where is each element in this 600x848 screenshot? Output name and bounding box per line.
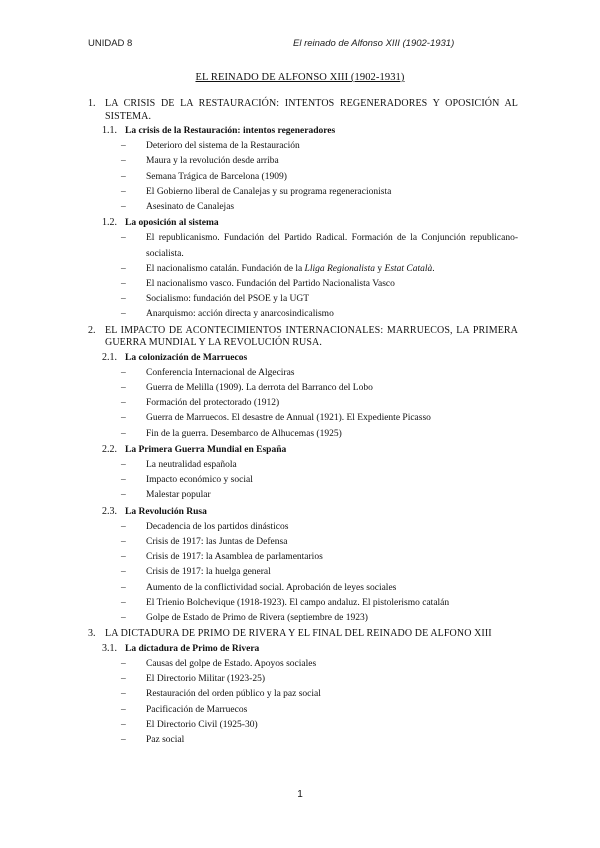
list-item xyxy=(88,581,518,596)
dash-bullet: – xyxy=(121,567,126,578)
list-item xyxy=(88,154,518,169)
subsection-title: La crisis de la Restauración: intentos regeneradores xyxy=(125,126,336,136)
list-item xyxy=(88,596,518,611)
list-item-text: Paz social xyxy=(146,735,185,746)
subsection-number: 2.1. xyxy=(102,351,117,363)
list-item xyxy=(88,411,518,426)
list-item-text: Crisis de 1917: las Juntas de Defensa xyxy=(146,537,288,548)
dash-bullet: – xyxy=(121,413,126,424)
subsection-number: 3.1. xyxy=(102,642,117,654)
list-item-text: Fin de la guerra. Desembarco de Alhucemas (1925) xyxy=(146,428,342,439)
dash-bullet: – xyxy=(121,704,126,715)
header-subtitle: El reinado de Alfonso XIII (1902-1931) xyxy=(293,38,455,49)
list-item xyxy=(88,657,518,672)
dash-bullet: – xyxy=(121,597,126,608)
dash-bullet: – xyxy=(121,719,126,730)
subsection-title: La dictadura de Primo de Rivera xyxy=(125,643,260,654)
list-item-text: Decadencia de los partidos dinásticos xyxy=(146,521,289,532)
section-title: LA DICTADURA DE PRIMO DE RIVERA Y EL FINAL DEL REINADO DE ALFONO XIII xyxy=(105,628,492,640)
list-item-text: Semana Trágica de Barcelona (1909) xyxy=(146,171,287,182)
dash-bullet: – xyxy=(121,186,126,197)
list-item xyxy=(88,292,518,307)
list-item-text: El Trienio Bolchevique (1918-1923). El campo andaluz. El pistolerismo catalán xyxy=(146,597,450,608)
dash-bullet: – xyxy=(121,294,126,305)
dash-bullet: – xyxy=(121,141,126,152)
list-item-text: Asesinato de Canalejas xyxy=(146,202,235,213)
list-item xyxy=(88,672,518,687)
list-item-text: Socialismo: fundación del PSOE y la UGT xyxy=(146,294,310,305)
subsection-heading xyxy=(88,350,518,366)
list-item-text: El Directorio Militar (1923-25) xyxy=(146,674,265,685)
subsection-heading xyxy=(88,215,518,231)
list-item-text: Causas del golpe de Estado. Apoyos sociales xyxy=(146,659,317,669)
dash-bullet: – xyxy=(121,475,126,486)
dash-bullet: – xyxy=(121,428,126,439)
dash-bullet: – xyxy=(121,659,126,669)
dash-bullet: – xyxy=(121,582,126,593)
list-item xyxy=(88,381,518,396)
list-item xyxy=(88,550,518,565)
list-item-text: Pacificación de Marruecos xyxy=(146,704,248,715)
section-heading xyxy=(88,325,518,350)
list-item xyxy=(88,139,518,154)
list-item-text: Malestar popular xyxy=(146,490,211,501)
header-unit: UNIDAD 8 xyxy=(88,38,133,49)
subsection-number: 2.3. xyxy=(102,505,117,517)
list-item xyxy=(88,458,518,473)
subsection-number: 1.1. xyxy=(102,125,117,136)
subsection-title: La Primera Guerra Mundial en España xyxy=(125,444,287,455)
dash-bullet: – xyxy=(121,398,126,409)
list-item xyxy=(88,277,518,292)
dash-bullet: – xyxy=(121,735,126,746)
list-item-text: Conferencia Internacional de Algeciras xyxy=(146,367,295,378)
dash-bullet: – xyxy=(121,156,126,167)
list-item-text: Aumento de la conflictividad social. Aprobación de leyes sociales xyxy=(146,582,397,593)
list-item xyxy=(88,565,518,580)
section-number: 1. xyxy=(88,98,96,109)
subsection-heading xyxy=(88,641,518,657)
section-heading xyxy=(88,628,518,641)
section-number: 3. xyxy=(88,628,96,640)
subsection-title: La Revolución Rusa xyxy=(125,506,207,517)
list-item xyxy=(88,718,518,733)
list-item xyxy=(88,366,518,381)
dash-bullet: – xyxy=(121,171,126,182)
dash-bullet: – xyxy=(121,309,126,320)
dash-bullet: – xyxy=(121,263,126,274)
document-title: EL REINADO DE ALFONSO XIII (1902-1931) xyxy=(195,72,405,83)
list-item-text: El Directorio Civil (1925-30) xyxy=(146,719,258,730)
subsection-title: La colonización de Marruecos xyxy=(125,352,248,363)
section-heading xyxy=(88,98,518,123)
list-item xyxy=(88,687,518,702)
subsection-heading xyxy=(88,504,518,520)
list-item xyxy=(88,231,518,261)
dash-bullet: – xyxy=(121,460,126,471)
list-item-text: La neutralidad española xyxy=(146,460,237,471)
dash-bullet: – xyxy=(121,490,126,501)
dash-bullet: – xyxy=(121,367,126,378)
list-item-text: Golpe de Estado de Primo de Rivera (septiembre de 1923) xyxy=(146,613,368,624)
list-item xyxy=(88,262,518,277)
list-item-text: El nacionalismo vasco. Fundación del Partido Nacionalista Vasco xyxy=(146,279,395,290)
subsection-heading xyxy=(88,442,518,458)
page-number: 1 xyxy=(297,789,303,800)
dash-bullet: – xyxy=(121,521,126,532)
list-item-text: Anarquismo: acción directa y anarcosindicalismo xyxy=(146,309,334,320)
subsection-number: 2.2. xyxy=(102,443,117,455)
list-item-text: El Gobierno liberal de Canalejas y su programa regeneracionista xyxy=(146,186,392,197)
list-item xyxy=(88,473,518,488)
section-title: EL IMPACTO DE ACONTECIMIENTOS INTERNACIONALES: MARRUECOS, LA PRIMERA GUERRA MUNDIAL Y LA REVOLUCIÓN RUSA. xyxy=(105,324,518,349)
subsection-title: La oposición al sistema xyxy=(125,218,219,229)
list-item-text: Impacto económico y social xyxy=(146,475,253,486)
list-item xyxy=(88,200,518,215)
section-number: 2. xyxy=(88,324,96,336)
dash-bullet: – xyxy=(121,279,126,290)
list-item xyxy=(88,307,518,322)
list-item xyxy=(88,520,518,535)
section-title: LA CRISIS DE LA RESTAURACIÓN: INTENTOS REGENERADORES Y OPOSICIÓN AL SISTEMA. xyxy=(105,98,518,122)
list-item xyxy=(88,427,518,442)
list-item-text: El nacionalismo catalán. Fundación de la Lliga Regionalista y Estat Català. xyxy=(146,263,435,274)
dash-bullet: – xyxy=(121,689,126,700)
list-item-text: Maura y la revolución desde arriba xyxy=(146,156,279,167)
document-outline xyxy=(88,96,518,748)
dash-bullet: – xyxy=(121,613,126,624)
dash-bullet: – xyxy=(121,383,126,394)
dash-bullet: – xyxy=(121,202,126,213)
list-item xyxy=(88,703,518,718)
list-item-text: Crisis de 1917: la huelga general xyxy=(146,567,271,578)
list-item-text: Formación del protectorado (1912) xyxy=(146,398,280,409)
list-item-text: El republicanismo. Fundación del Partido Radical. Formación de la Conjunción republicano-socialista. xyxy=(146,233,518,259)
dash-bullet: – xyxy=(121,552,126,563)
list-item-text: Crisis de 1917: la Asamblea de parlamentarios xyxy=(146,552,323,563)
list-item xyxy=(88,185,518,200)
list-item xyxy=(88,611,518,626)
list-item xyxy=(88,535,518,550)
list-item-text: Restauración del orden público y la paz social xyxy=(146,689,321,700)
list-item xyxy=(88,733,518,748)
subsection-number: 1.2. xyxy=(102,217,117,229)
subsection-heading xyxy=(88,123,518,139)
list-item-text: Guerra de Melilla (1909). La derrota del Barranco del Lobo xyxy=(146,383,373,394)
list-item xyxy=(88,488,518,503)
list-item xyxy=(88,170,518,185)
dash-bullet: – xyxy=(121,233,126,244)
list-item xyxy=(88,396,518,411)
dash-bullet: – xyxy=(121,674,126,685)
list-item-text: Deterioro del sistema de la Restauración xyxy=(146,141,300,152)
list-item-text: Guerra de Marruecos. El desastre de Annual (1921). El Expediente Picasso xyxy=(146,413,431,424)
dash-bullet: – xyxy=(121,537,126,548)
